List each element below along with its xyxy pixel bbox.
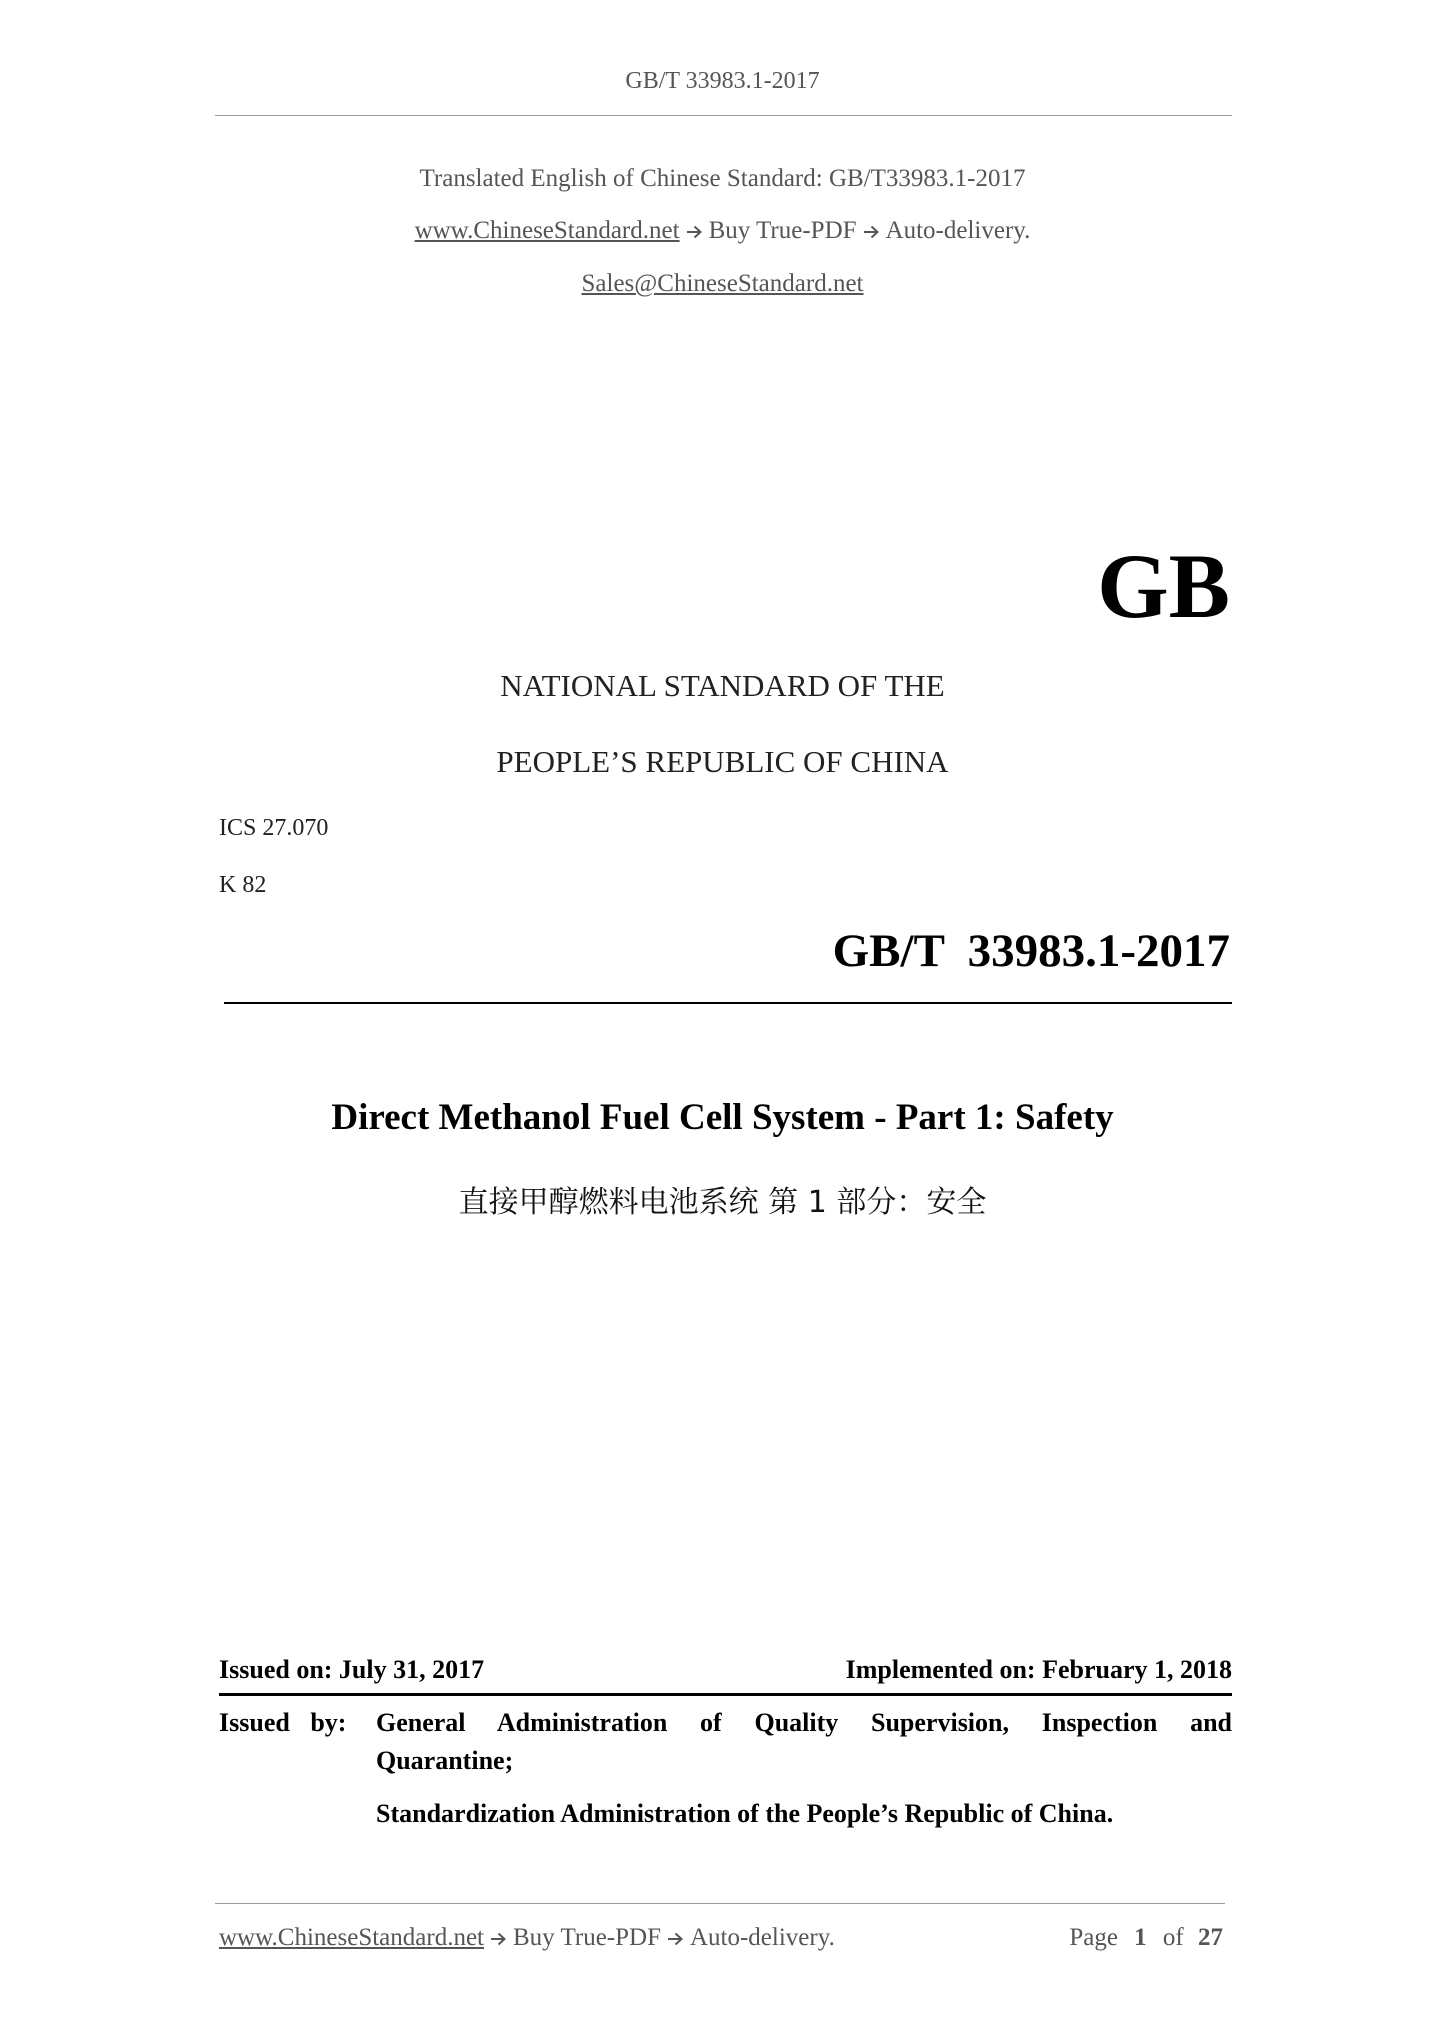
page-label: Page xyxy=(1069,1924,1118,1951)
issued-by-org1: General Administration of Quality Supervision, Inspection and xyxy=(376,1708,1232,1737)
translation-notice-line3 xyxy=(0,270,1445,298)
dates-rule xyxy=(219,1693,1232,1696)
translation-notice-line1: Translated English of Chinese Standard: GB/T33983.1-2017 xyxy=(419,165,1026,192)
implemented-on: Implemented on: February 1, 2018 xyxy=(845,1655,1232,1684)
issued-by-org2: Standardization Administration of the People’s Republic of China. xyxy=(376,1799,1114,1828)
running-header: GB/T 33983.1-2017 xyxy=(625,68,820,94)
sales-email-link[interactable]: Sales@ChineseStandard.net xyxy=(581,270,864,297)
site-link[interactable]: www.ChineseStandard.net xyxy=(414,217,680,244)
footer-site-link[interactable]: www.ChineseStandard.net xyxy=(219,1924,484,1951)
arrow-right-icon xyxy=(863,225,880,239)
footer-auto-delivery-text: Auto-delivery. xyxy=(689,1924,835,1951)
arrow-right-icon xyxy=(490,1932,507,1946)
footer-links xyxy=(219,1924,835,1952)
classification-code: K 82 xyxy=(219,872,267,898)
of-label: of xyxy=(1162,1924,1184,1951)
ics-code: ICS 27.070 xyxy=(219,815,329,841)
issued-by-label: Issued by: xyxy=(219,1708,347,1737)
page-indicator xyxy=(1069,1924,1223,1952)
title-english: Direct Methanol Fuel Cell System - Part 1: Safety xyxy=(331,1097,1114,1138)
footer-buy-true-pdf-text: Buy True-PDF xyxy=(513,1924,661,1951)
national-standard-line2: PEOPLE’S REPUBLIC OF CHINA xyxy=(496,744,949,779)
footer-divider xyxy=(215,1903,1225,1904)
issued-on: Issued on: July 31, 2017 xyxy=(219,1655,485,1684)
buy-true-pdf-text: Buy True-PDF xyxy=(708,217,857,244)
page-total: 27 xyxy=(1198,1924,1223,1951)
arrow-right-icon xyxy=(686,225,703,239)
issued-by-org1-continued: Quarantine; xyxy=(376,1746,514,1775)
standard-number-rule xyxy=(224,1002,1232,1004)
page-number: 1 xyxy=(1134,1924,1147,1951)
gb-mark: GB xyxy=(1097,535,1230,637)
national-standard-line1: NATIONAL STANDARD OF THE xyxy=(500,668,945,703)
title-chinese: 直接甲醇燃料电池系统 第 1 部分：安全 xyxy=(458,1185,987,1220)
arrow-right-icon xyxy=(667,1932,684,1946)
auto-delivery-text: Auto-delivery. xyxy=(885,217,1031,244)
header-divider xyxy=(215,115,1232,116)
standard-number: GB/T 33983.1-2017 xyxy=(832,925,1230,977)
translation-notice-line2 xyxy=(0,217,1445,245)
